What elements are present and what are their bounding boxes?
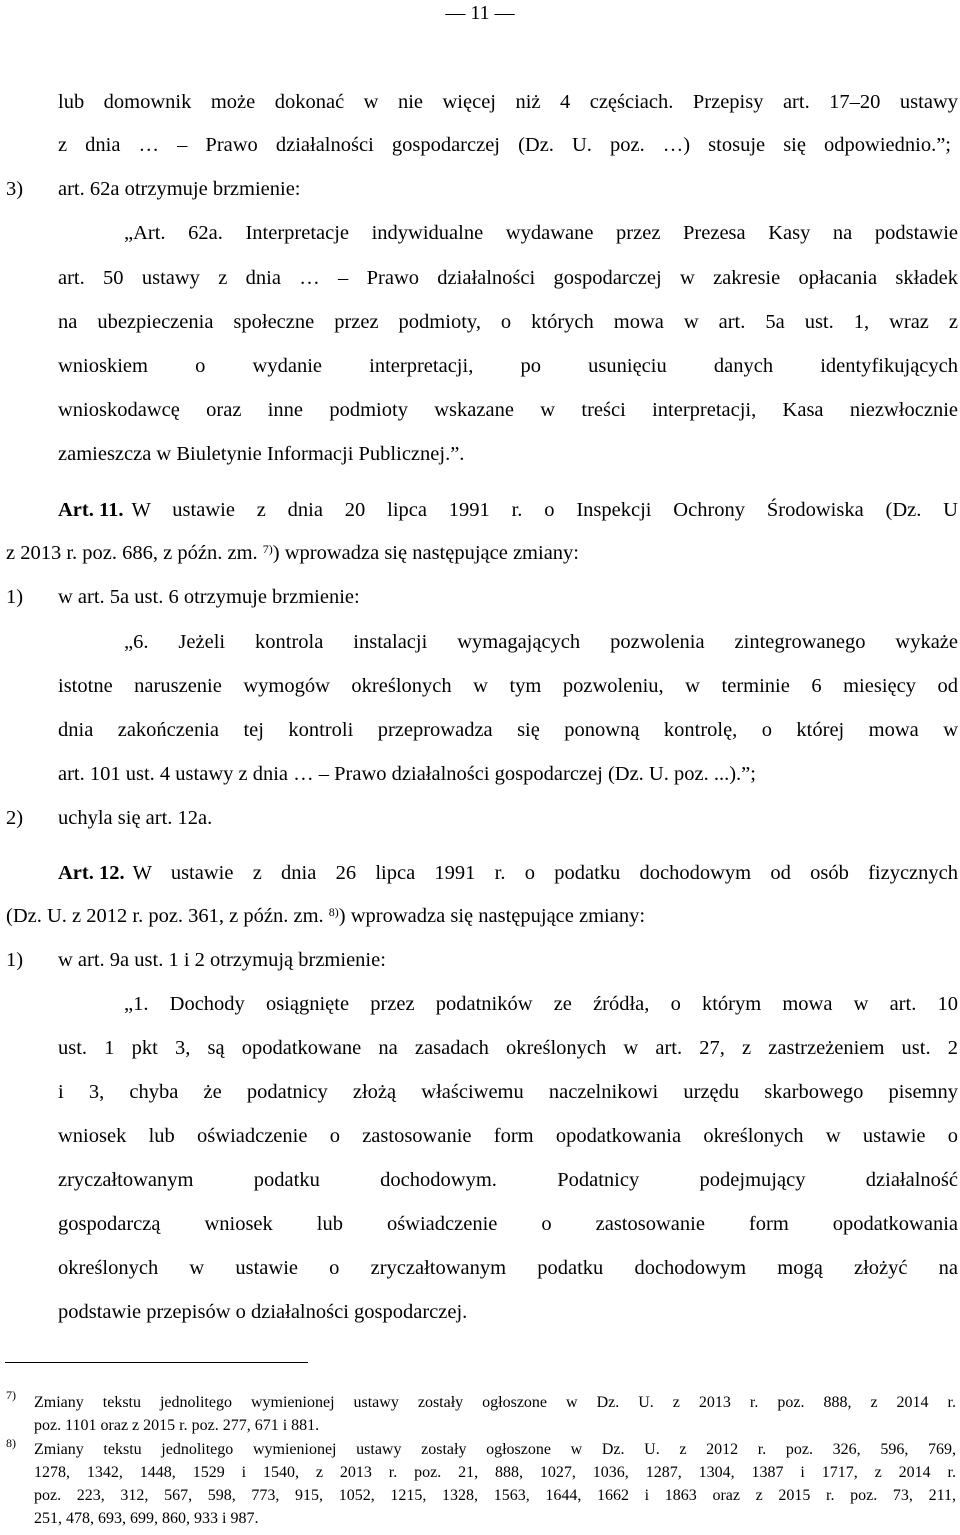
footnote-text: Zmiany tekstu jednolitego wymienionej ustawy zostały ogłoszone w Dz. U. z 2012 r. poz. 326, 596, 769, [34,1441,956,1458]
text-line: w art. 5a ust. 6 otrzymuje brzmienie: [58,586,360,608]
text-line: art. 50 ustawy z dnia … – Prawo działalności gospodarczej w zakresie opłacania składek [58,267,958,289]
text-line: art. 62a otrzymuje brzmienie: [58,178,301,200]
page-number: — 11 — [445,2,515,24]
footnote-ref-8[interactable]: 8) [328,905,339,919]
footnote-text: poz. 223, 312, 567, 598, 773, 915, 1052, 1215, 1328, 1563, 1644, 1662 i 1863 oraz z 2015 r. poz. 73, 211, [34,1487,956,1504]
text-line: zamieszcza w Biuletynie Informacji Publicznej.”. [58,443,465,465]
text-fragment: ) wprowadza się następujące zmiany: [338,905,646,927]
text-fragment: (Dz. U. z 2012 r. poz. 361, z późn. zm. [6,905,324,927]
article-label: Art. 11. [58,499,124,521]
text-line: „6. Jeżeli kontrola instalacji wymagających pozwolenia zintegrowanego wykaże [124,631,958,653]
text-line: na ubezpieczenia społeczne przez podmioty, o których mowa w art. 5a ust. 1, wraz z [58,311,958,333]
footnote-ref-7[interactable]: 7) [262,542,273,556]
point-number: 1) [6,949,24,971]
text-line: dnia zakończenia tej kontroli przeprowadza się ponowną kontrolę, o której mowa w [58,719,958,741]
text-line: W ustawie z dnia 26 lipca 1991 r. o podatku dochodowym od osób fizycznych [132,862,958,884]
text-fragment: z 2013 r. poz. 686, z późn. zm. [6,542,258,564]
text-line: podstawie przepisów o działalności gospodarczej. [58,1301,468,1323]
text-line: ust. 1 pkt 3, są opodatkowane na zasadach określonych w art. 27, z zastrzeżeniem ust. 2 [58,1037,958,1059]
text-line: uchyla się art. 12a. [58,807,213,829]
point-number: 3) [6,178,24,200]
text-line: lub domownik może dokonać w nie więcej niż 4 częściach. Przepisy art. 17–20 ustawy [58,91,958,113]
footnote-separator [5,1362,308,1363]
article-12-heading [58,860,958,886]
text-line: istotne naruszenie wymogów określonych w tym pozwoleniu, w terminie 6 miesięcy od [58,675,958,697]
text-line: art. 101 ust. 4 ustawy z dnia … – Prawo działalności gospodarczej (Dz. U. poz. ...).”; [58,763,756,785]
text-line: określonych w ustawie o zryczałtowanym podatku dochodowym mogą złożyć na [58,1257,958,1279]
point-number: 1) [6,586,24,608]
text-line: gospodarczą wniosek lub oświadczenie o zastosowanie form opodatkowania [58,1213,958,1235]
footnote-text: poz. 1101 oraz z 2015 r. poz. 277, 671 i 881. [34,1417,320,1434]
text-line: „Art. 62a. Interpretacje indywidualne wydawane przez Prezesa Kasy na podstawie [124,222,958,244]
text-line: w art. 9a ust. 1 i 2 otrzymują brzmienie: [58,949,386,971]
article-label: Art. 12. [58,862,125,884]
text-line: wniosek lub oświadczenie o zastosowanie form opodatkowania określonych w ustawie o [58,1125,958,1147]
footnote-mark-7: 7) [6,1388,16,1402]
text-line: „1. Dochody osiągnięte przez podatników ze źródła, o którym mowa w art. 10 [124,993,958,1015]
text-line: wnioskodawcę oraz inne podmioty wskazane w treści interpretacji, Kasa niezwłocznie [58,399,958,421]
text-line: W ustawie z dnia 20 lipca 1991 r. o Inspekcji Ochrony Środowiska (Dz. U [131,499,958,521]
text-line: wnioskiem o wydanie interpretacji, po usunięciu danych identyfikujących [58,355,958,377]
text-line: i 3, chyba że podatnicy złożą właściwemu naczelnikowi urzędu skarbowego pisemny [58,1081,958,1103]
text-line [6,540,579,566]
footnote-text: Zmiany tekstu jednolitego wymienionej ustawy zostały ogłoszone w Dz. U. z 2013 r. poz. 888, z 2014 r. [34,1394,956,1411]
text-line: z dnia … – Prawo działalności gospodarczej (Dz. U. poz. …) stosuje się odpowiednio.”; [58,134,951,156]
footnote-text: 1278, 1342, 1448, 1529 i 1540, z 2013 r. poz. 21, 888, 1027, 1036, 1287, 1304, 1387 i 1717, z 2014 r. [34,1464,956,1481]
footnote-mark-8: 8) [6,1436,16,1450]
point-number: 2) [6,807,24,829]
text-line [6,903,645,929]
text-fragment: ) wprowadza się następujące zmiany: [272,542,579,564]
footnote-text: 251, 478, 693, 699, 860, 933 i 987. [34,1510,259,1527]
text-line: zryczałtowanym podatku dochodowym. Podatnicy podejmujący działalność [58,1169,958,1191]
article-11-heading [58,497,958,523]
